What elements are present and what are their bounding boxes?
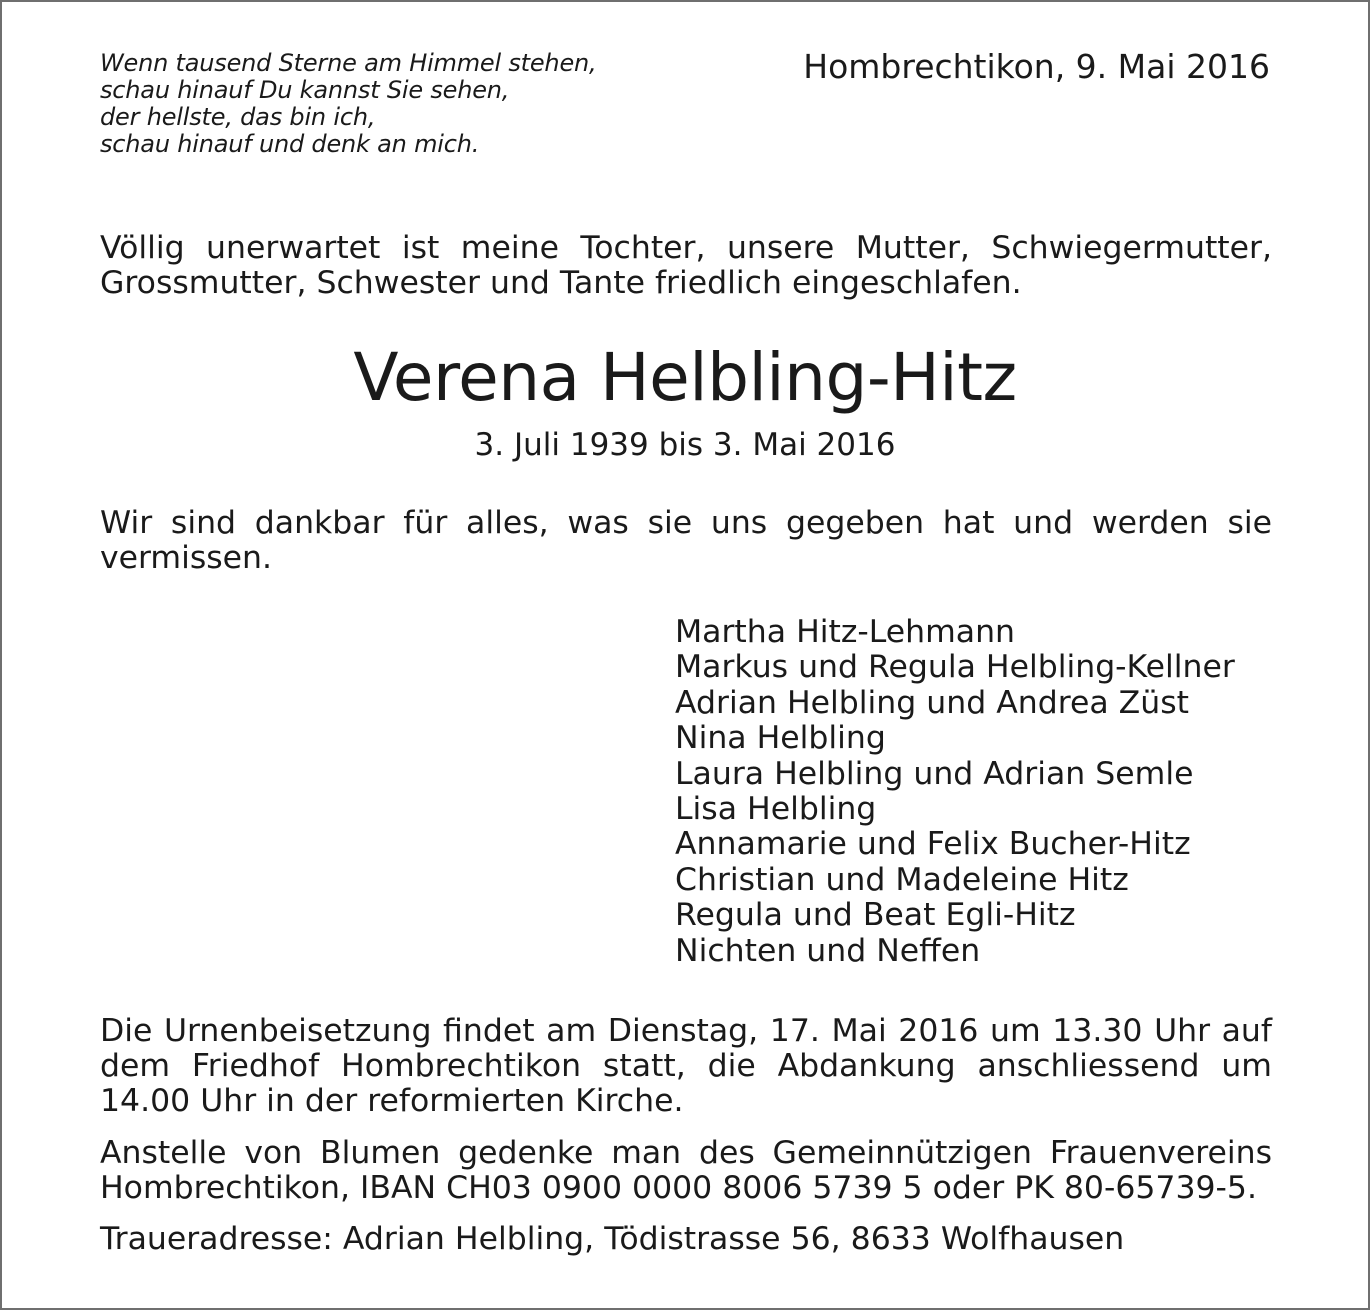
- poem-line: schau hinauf und denk an mich.: [100, 130, 480, 158]
- mourner-entry: Christian und Madeleine Hitz: [675, 861, 1129, 898]
- donation-info: Anstelle von Blumen gedenke man des Gemeinnützigen Frauenvereins Hombrechtikon, IBAN CH03 0900 0000 8006 5739 5 oder PK 80-65739-5.: [100, 1135, 1272, 1206]
- mourner-entry: Annamarie und Felix Bucher-Hitz: [675, 826, 1191, 863]
- mourner-entry: Lisa Helbling: [675, 791, 877, 828]
- intro-text: Völlig unerwartet ist meine Tochter, unsere Mutter, Schwiegermutter, Grossmutter, Schwester und Tante friedlich eingeschlafen.: [100, 230, 1272, 301]
- poem-line: der hellste, das bin ich,: [100, 103, 376, 131]
- mourner-entry: Nichten und Neffen: [675, 932, 981, 969]
- poem-line: Wenn tausend Sterne am Himmel stehen,: [100, 49, 597, 77]
- deceased-name: Verena Helbling-Hitz: [353, 339, 1017, 416]
- mourner-entry: Markus und Regula Helbling-Kellner: [675, 649, 1235, 686]
- place-date: Hombrechtikon, 9. Mai 2016: [803, 47, 1270, 86]
- mourner-entry: Laura Helbling und Adrian Semle: [675, 755, 1194, 792]
- mourner-entry: Regula und Beat Egli-Hitz: [675, 897, 1076, 934]
- mourner-entry: Martha Hitz-Lehmann: [675, 614, 1016, 650]
- mourner-entry: Adrian Helbling und Andrea Züst: [675, 684, 1189, 721]
- life-dates: 3. Juli 1939 bis 3. Mai 2016: [474, 427, 896, 463]
- mourner-entry: Nina Helbling: [675, 720, 886, 757]
- thanks-text: Wir sind dankbar für alles, was sie uns gegeben hat und werden sie vermissen.: [100, 505, 1272, 576]
- mourning-address: Traueradresse: Adrian Helbling, Tödistrasse 56, 8633 Wolfhausen: [100, 1221, 1125, 1257]
- poem: [100, 50, 596, 158]
- funeral-info: Die Urnenbeisetzung findet am Dienstag, 17. Mai 2016 um 13.30 Uhr auf dem Friedhof Hombrechtikon statt, die Abdankung anschliessend um 14.00 Uhr in der reformierten Kirche.: [100, 1013, 1272, 1119]
- mourners-list: [675, 615, 1235, 969]
- poem-line: schau hinauf Du kannst Sie sehen,: [100, 76, 510, 104]
